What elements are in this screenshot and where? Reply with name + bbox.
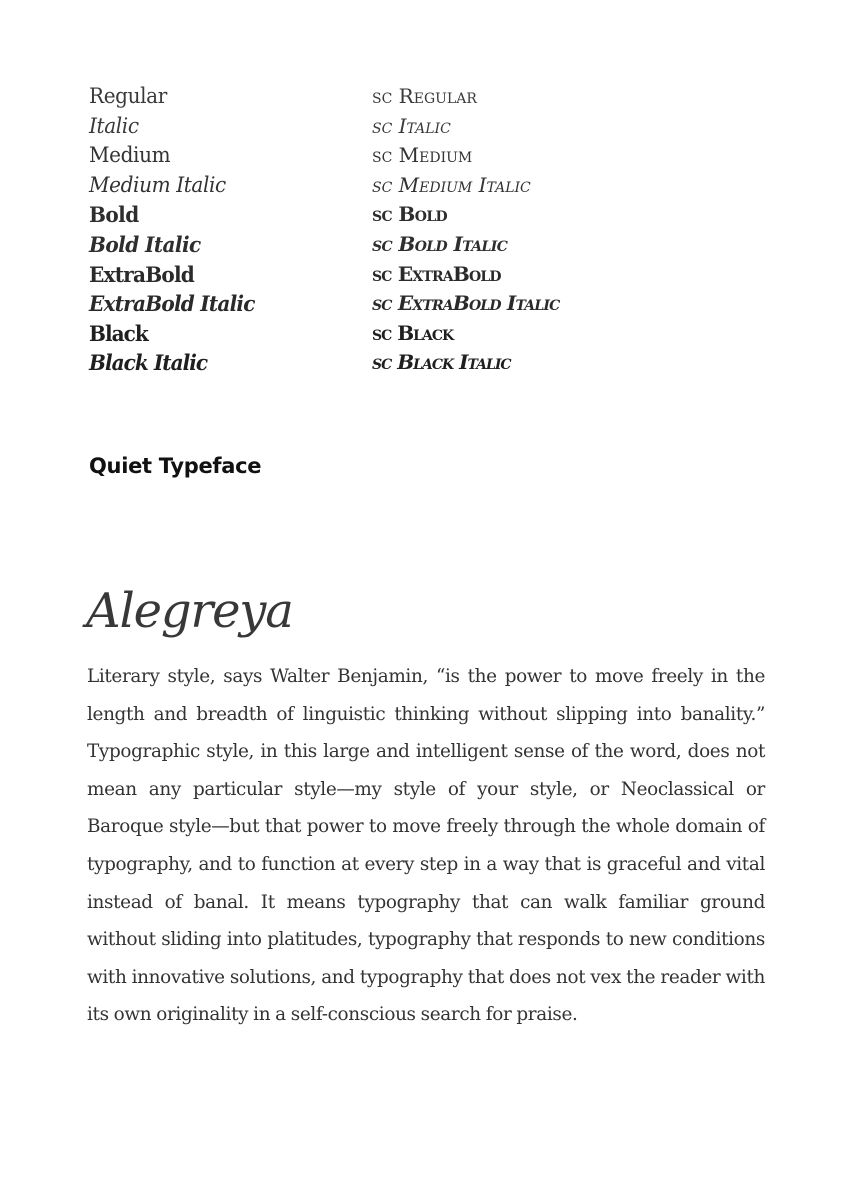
style-name-black-italic: Black Italic: [89, 350, 208, 376]
foundry-name: Quiet Typeface: [89, 454, 262, 478]
typeface-title: Alegreya: [86, 583, 293, 639]
style-sc-black: sc Black: [372, 320, 454, 345]
style-sc-bold: sc Bold: [372, 202, 448, 227]
style-name-medium-italic: Medium Italic: [89, 172, 226, 197]
style-name-medium: Medium: [89, 143, 171, 168]
style-sc-black-italic: sc Black Italic: [372, 350, 511, 375]
style-sc-bold-italic: sc Bold Italic: [372, 231, 508, 256]
style-name-extrabold-italic: ExtraBold Italic: [89, 291, 255, 317]
sample-paragraph: Literary style, says Walter Benjamin, “is the power to move freely in the length and breadth of linguistic thinking without slipping into banality.” Typographic style, in this large and intelligent sense of the word, does not mean any particular style—my style of your style, or Neoclassical or Baroque style—but that power to move freely through the whole domain of typography, and to function at every step in a way that is graceful and vital instead of banal. It means typography that can walk familiar ground without sliding into platitudes, typography that responds to new conditions with innovative solutions, and typography that does not vex the reader with its own originality in a self-conscious search for praise.: [87, 666, 765, 1026]
style-name-regular: Regular: [89, 84, 167, 108]
style-name-italic: Italic: [89, 113, 139, 138]
style-sc-italic: sc Italic: [372, 113, 451, 138]
style-name-black: Black: [89, 320, 148, 346]
weight-specimen-grid: [89, 82, 692, 378]
style-sc-extrabold: sc ExtraBold: [372, 261, 501, 286]
style-sc-extrabold-italic: sc ExtraBold Italic: [372, 291, 560, 316]
style-name-extrabold: ExtraBold: [89, 261, 195, 287]
style-name-bold: Bold: [89, 202, 139, 228]
style-sc-regular: sc Regular: [372, 84, 477, 108]
style-sc-medium-italic: sc Medium Italic: [372, 172, 531, 197]
style-name-bold-italic: Bold Italic: [89, 231, 201, 257]
style-sc-medium: sc Medium: [372, 143, 473, 168]
